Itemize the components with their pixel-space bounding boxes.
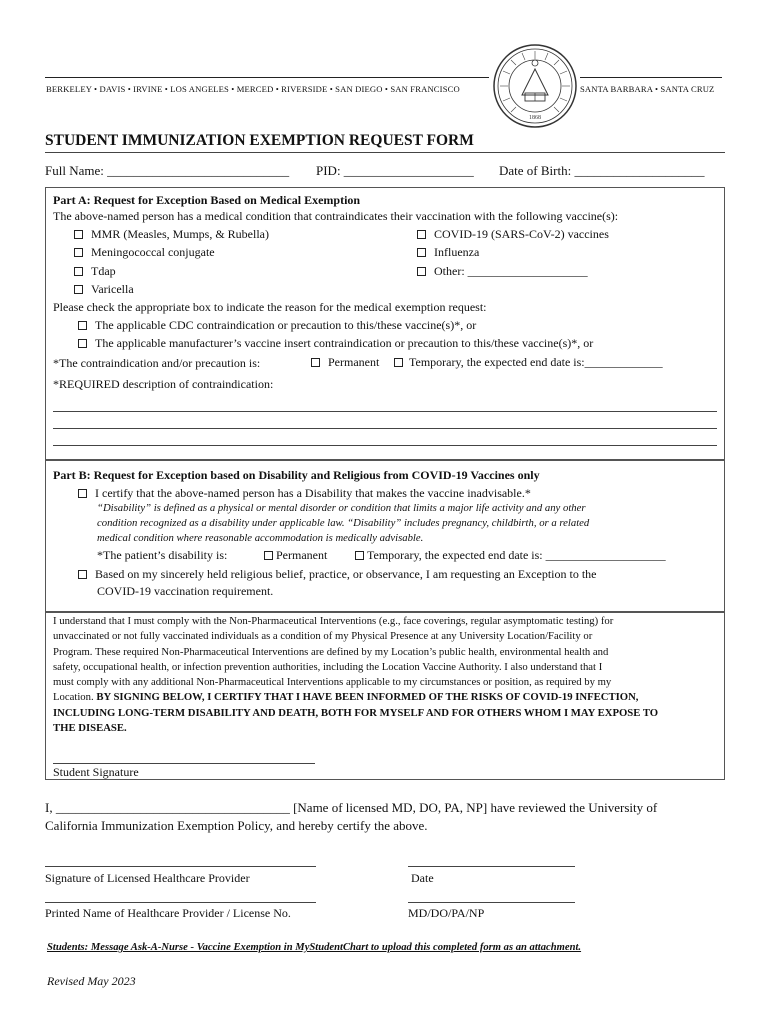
checkbox[interactable] [74, 248, 83, 257]
checkbox[interactable] [78, 339, 87, 348]
full-name-field[interactable]: Full Name: ____________________________ [45, 163, 290, 178]
disability-definition-line: condition recognized as a disability under applicable law. “Disability” includes pregnancy, childbirth, or a related [97, 517, 590, 529]
disability-temporary-option[interactable]: Temporary, the expected end date is: ____________________ [355, 548, 666, 563]
disability-certify-option[interactable]: I certify that the above-named person has a Disability that makes the vaccine inadvisable.* [78, 486, 531, 501]
disability-definition-line: medical condition where reasonable accommodation is medically advisable. [97, 532, 424, 544]
religious-exemption-option[interactable]: Based on my sincerely held religious belief, practice, or observance, I am requesting an Exception to the [78, 567, 597, 582]
vaccine-option-mmr[interactable]: MMR (Measles, Mumps, & Rubella) [74, 227, 269, 242]
disability-definition-line: “Disability” is defined as a physical or mental disorder or condition that limits a major life activity and any other [97, 502, 586, 514]
form-title: STUDENT IMMUNIZATION EXEMPTION REQUEST FORM [45, 132, 474, 149]
religious-exemption-line2: COVID-19 vaccination requirement. [97, 584, 274, 598]
vaccine-option-influenza[interactable]: Influenza [417, 245, 479, 260]
campus-list-left: BERKELEY • DAVIS • IRVINE • LOS ANGELES • MERCED • RIVERSIDE • SAN DIEGO • SAN FRANCISCO [46, 84, 460, 94]
student-signature-label: Student Signature [53, 765, 139, 779]
checkbox[interactable] [264, 551, 273, 560]
provider-signature-line[interactable] [45, 866, 316, 867]
vaccine-option-tdap[interactable]: Tdap [74, 264, 116, 279]
checkbox[interactable] [417, 267, 426, 276]
acknowledgment-text: I understand that I must comply with the Non-Pharmaceutical Interventions (e.g., face coverings, regular asymptomatic testing) for unvaccinated or not fully vaccinated individuals as a condition of my Physical Presence at any University Location/Facility or Program. These required Non-Pharmaceutical Interventions are defined by my Location’s public health, environmental health and safety, occupational health, or infection prevention authorities, including the Location Vaccine Authority. I also understand that I must comply with any additional Non-Pharmaceutical Interventions applicable to my circumstances or position, as required by my Location. BY SIGNING BELOW, I CERTIFY THAT I HAVE BEEN INFORMED OF THE RISKS OF COVID-19 INFECTION, INCLUDING LONG-TERM DISABILITY AND DEATH, BOTH FOR MYSELF AND FOR OTHERS WHOM I MAY EXPOSE TO THE DISEASE. [53, 615, 659, 735]
submission-instructions: Students: Message Ask-A-Nurse - Vaccine Exemption in MyStudentChart to upload this completed form as an attachment. [47, 942, 582, 953]
part-a-heading: Part A: Request for Exception Based on Medical Exemption [53, 193, 361, 207]
vaccine-option-other[interactable]: Other: ____________________ [417, 264, 588, 279]
credential-label: MD/DO/PA/NP [408, 906, 485, 920]
date-label: Date [411, 871, 434, 885]
checkbox[interactable] [311, 358, 320, 367]
checkbox[interactable] [355, 551, 364, 560]
checkbox[interactable] [74, 230, 83, 239]
checkbox[interactable] [74, 267, 83, 276]
university-seal-icon [492, 43, 578, 129]
header-rule-left [45, 77, 489, 78]
reason-option-cdc[interactable]: The applicable CDC contraindication or precaution to this/these vaccine(s)*, or [78, 318, 476, 333]
checkbox[interactable] [78, 321, 87, 330]
duration-temporary-option[interactable]: Temporary, the expected end date is:_____________ [394, 355, 663, 370]
vaccine-option-meningococcal[interactable]: Meningococcal conjugate [74, 245, 215, 260]
checkbox[interactable] [78, 489, 87, 498]
checkbox[interactable] [78, 570, 87, 579]
description-label: *REQUIRED description of contraindication: [53, 377, 274, 391]
date-of-birth-field[interactable]: Date of Birth: ____________________ [499, 163, 705, 178]
header-rule-right [580, 77, 722, 78]
disability-permanent-option[interactable]: Permanent [264, 548, 327, 563]
checkbox[interactable] [394, 358, 403, 367]
campus-list-right: SANTA BARBARA • SANTA CRUZ [580, 84, 715, 94]
disability-duration-label: *The patient’s disability is: [97, 548, 228, 562]
provider-printed-name-label: Printed Name of Healthcare Provider / License No. [45, 906, 291, 920]
duration-label: *The contraindication and/or precaution is: [53, 356, 261, 370]
date-line[interactable] [408, 866, 575, 867]
provider-attestation-line2: California Immunization Exemption Policy, and hereby certify the above. [45, 818, 428, 833]
revision-date: Revised May 2023 [47, 974, 136, 988]
provider-attestation-line1[interactable]: I, ____________________________________ [Name of licensed MD, DO, PA, NP] have reviewed the University of [45, 800, 658, 815]
checkbox[interactable] [74, 285, 83, 294]
checkbox[interactable] [417, 248, 426, 257]
provider-printed-name-line[interactable] [45, 902, 316, 903]
reason-option-manufacturer[interactable]: The applicable manufacturer’s vaccine insert contraindication or precaution to this/these vaccine(s)*, or [78, 336, 593, 351]
part-b-heading: Part B: Request for Exception based on Disability and Religious from COVID-19 Vaccines only [53, 468, 540, 482]
reason-prompt: Please check the appropriate box to indicate the reason for the medical exemption request: [53, 300, 487, 314]
description-lines[interactable] [53, 411, 717, 462]
pid-field[interactable]: PID: ____________________ [316, 163, 474, 178]
student-signature-line[interactable] [53, 763, 315, 764]
vaccine-option-varicella[interactable]: Varicella [74, 282, 134, 297]
part-a-intro: The above-named person has a medical condition that contraindicates their vaccination with the following vaccine(s): [53, 209, 619, 223]
vaccine-option-covid19[interactable]: COVID-19 (SARS-CoV-2) vaccines [417, 227, 609, 242]
credential-line[interactable] [408, 902, 575, 903]
provider-signature-label: Signature of Licensed Healthcare Provider [45, 871, 250, 885]
checkbox[interactable] [417, 230, 426, 239]
title-rule [45, 152, 725, 153]
duration-permanent-option[interactable]: Permanent [311, 355, 379, 370]
svg-text:1868: 1868 [529, 115, 541, 121]
